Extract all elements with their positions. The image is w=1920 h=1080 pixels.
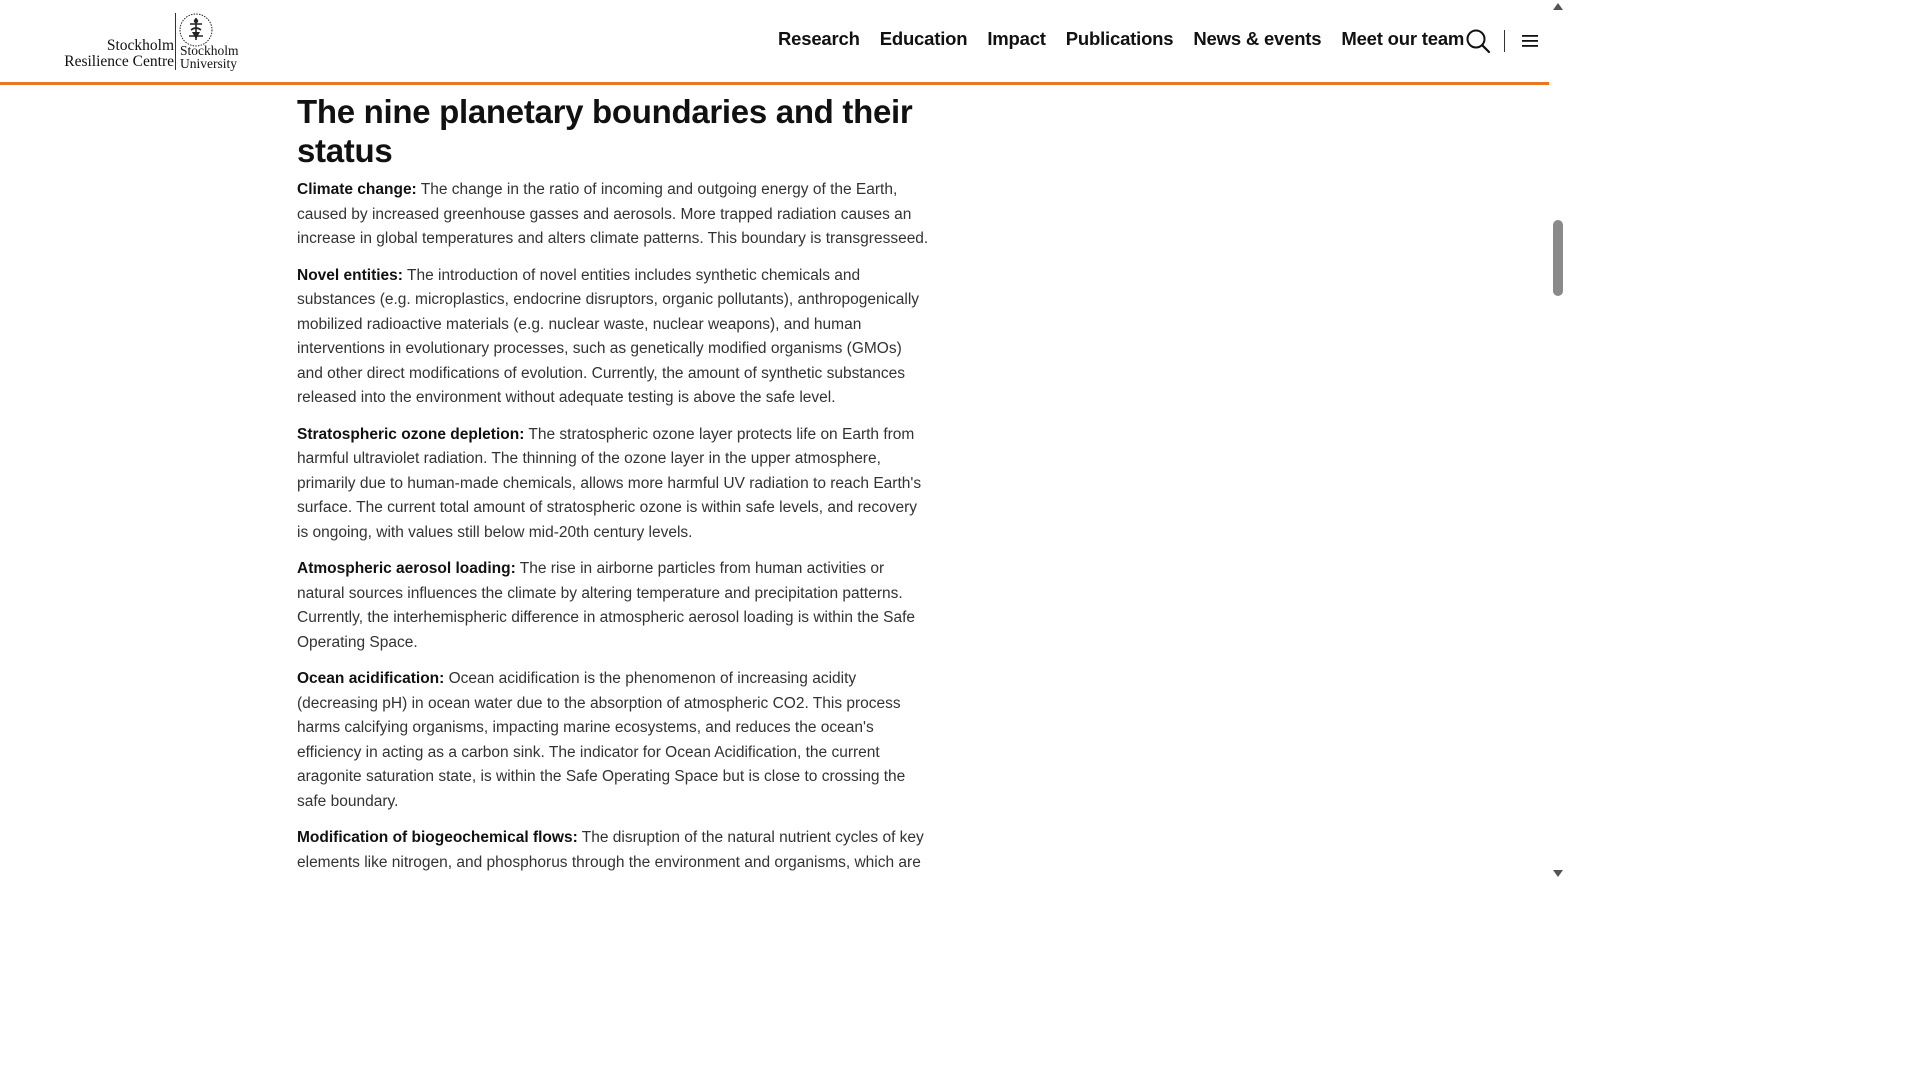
header-separator [1504,30,1505,52]
scroll-up-arrow-icon[interactable] [1553,3,1563,10]
nav-item-news-events[interactable]: News & events [1193,28,1322,49]
article-content [297,92,929,882]
main-nav [768,28,1474,50]
boundary-term: Stratospheric ozone depletion: [297,425,525,443]
boundary-description: Ocean acidification is the phenomenon of increasing acidity (decreasing pH) in ocean water due to the absorption of atmospheric CO2. This process harms calcifying organisms, impacting marine ecosystems, and reduces the ocean's efficiency in acting as a carbon sink. The indicator for Ocean Acidification, the current aragonite saturation state, is within the Safe Operating Space but is close to crossing the safe boundary. [297,670,906,810]
boundary-description: The rise in airborne particles from human activities or natural sources influences the climate by altering temperature and precipitation patterns. Currently, the interhemispheric difference in atmospheric aerosol loading is within the Safe Operating Space. [297,560,916,651]
site-logo[interactable] [44,12,244,72]
logo-line-1: Stockholm [106,37,174,54]
university-line-1: Stockholm [180,43,239,58]
boundary-novel-entities [297,264,929,411]
page-scrollbar[interactable] [1549,0,1568,882]
boundary-description: The change in the ratio of incoming and outgoing energy of the Earth, caused by increased greenhouse gasses and aerosols. More trapped radiation causes an increase in global temperatures and alters climate patterns. This boundary is transgresseed. [297,181,929,247]
university-line-2: University [180,55,237,71]
nav-item-publications[interactable]: Publications [1065,28,1174,49]
scroll-down-arrow-icon[interactable] [1553,870,1563,877]
boundary-term: Novel entities: [297,266,403,284]
boundary-description: The disruption of the natural nutrient cycles of key elements like nitrogen, and phosphorus through the environment and organisms, which are [297,829,924,871]
boundary-description: The stratospheric ozone layer protects life on Earth from harmful ultraviolet radiation. The thinning of the ozone layer in the upper atmosphere, primarily due to human-made chemicals, allows more harmful UV radiation to reach Earth's surface. The current total amount of stratospheric ozone is within safe levels, and recovery is ongoing, with values still below mid-20th century levels. [297,425,922,541]
scrollbar-thumb[interactable] [1553,220,1563,296]
boundary-term: Modification of biogeochemical flows: [297,829,578,846]
boundary-term: Climate change: [297,181,417,198]
boundary-description: The introduction of novel entities includes synthetic chemicals and substances (e.g. microplastics, endocrine disruptors, organic pollutants), anthropogenically mobilized radioactive materials (e.g. nuclear waste, nuclear weapons), and human interventions in evolutionary processes, such as genetically modified organisms (GMOs) and other direct modifications of evolution. Currently, the amount of synthetic substances released into the environment without adequate testing is above the safe level. [297,266,920,406]
site-header [0,0,1549,85]
boundary-climate-change [297,178,929,252]
logo-divider [175,13,176,70]
boundary-ozone-depletion [297,423,929,546]
nav-item-meet-our-team[interactable]: Meet our team [1341,28,1465,49]
boundary-aerosol-loading [297,557,929,655]
logo-line-2: Resilience Centre [64,53,174,70]
boundary-ocean-acidification [297,667,929,814]
nav-item-research[interactable]: Research [778,28,860,49]
boundary-term: Ocean acidification: [297,670,445,687]
university-name [180,45,239,70]
search-icon[interactable] [1465,28,1491,54]
logo-text [64,38,174,70]
page-title: The nine planetary boundaries and their status [297,93,913,169]
boundary-term: Atmospheric aerosol loading: [297,560,516,577]
nav-item-impact[interactable]: Impact [987,28,1046,49]
menu-icon[interactable] [1521,33,1539,49]
boundary-biogeochemical-flows [297,826,929,875]
nav-item-education[interactable]: Education [879,28,968,49]
